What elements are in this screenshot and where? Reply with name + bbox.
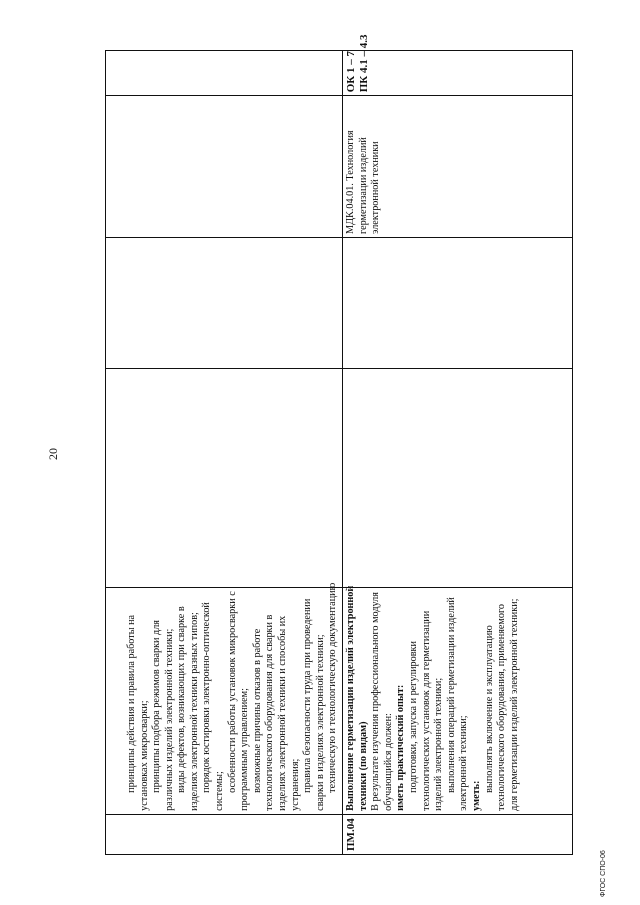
text-line: технологических установок для герметизации [420,610,432,811]
competency-pk: ПК 4.1 – 4.3 [358,34,370,93]
text-line: уметь: [470,780,482,811]
text-line: технологического оборудования, применяемого [496,604,508,811]
text-line: правила безопасности труда при проведении [302,598,314,793]
text-line: обучающийся должен: [382,713,394,811]
text-line: устранения; [289,758,301,811]
text-line: системы; [214,771,226,811]
footer-label: ФГОС СПО-06 [600,850,607,897]
competencies-cell [343,34,573,96]
table-row [343,51,573,855]
page-number: 20 [46,448,60,460]
text-line: порядок юстировки электронно-оптической [201,602,213,793]
text-line: для герметизации изделий электронной техники; [508,598,520,811]
description-cell [343,587,573,814]
module-title: техники (по видам) [357,721,369,811]
text-line: установках микросварки; [138,700,150,811]
text-line: программным управлением; [239,688,251,811]
curriculum-table [105,34,573,855]
empty-cell [106,368,343,587]
text-line: выполнения операций герметизации изделий [445,597,457,793]
text-line: электронной техники; [458,715,470,811]
mdk-text: МДК.04.01. Технология герметизации изделий электронной техники [345,130,382,234]
text-line: выполнять включение и эксплуатацию [483,625,495,793]
text-line: изделий электронной техники; [433,677,445,811]
text-line: иметь практический опыт: [395,684,407,811]
module-code: ПМ.04 [345,818,357,851]
text-line: особенности работы установок микросварки с [226,591,238,793]
text-line: техническую и технологическую документацию [327,582,339,793]
description-cell [106,582,343,814]
code-cell [106,814,343,854]
text-line: изделиях электронной техники и способы их [277,615,289,811]
text-line: виды дефектов, возникающих при сварке в [176,606,188,793]
empty-cell [343,368,573,587]
table-row [106,51,343,855]
text-line: принципы действия и правила работы на [125,614,137,793]
text-line: различных изделий электронной техники; [163,628,175,811]
text-line: сварки в изделиях электронной техники; [314,634,326,811]
text-line: технологического оборудования для сварки в [264,614,276,811]
code-cell [343,814,573,854]
empty-cell [106,51,343,96]
text-line: изделиях электронной техники разных типов; [188,612,200,811]
competency-ok: ОК 1 – 7 [345,50,357,93]
module-title: Выполнение герметизации изделий электронной [345,585,356,811]
empty-cell [106,96,343,238]
text-line: принципы подбора режимов сварки для [151,620,163,793]
text-line: возможные причины отказов в работе [251,628,263,793]
text-line: подготовки, запуска и регулировки [407,641,419,793]
mdk-cell [343,96,573,238]
text-line: В результате изучения профессионального модуля [370,592,382,811]
empty-cell [106,237,343,368]
empty-cell [343,237,573,368]
